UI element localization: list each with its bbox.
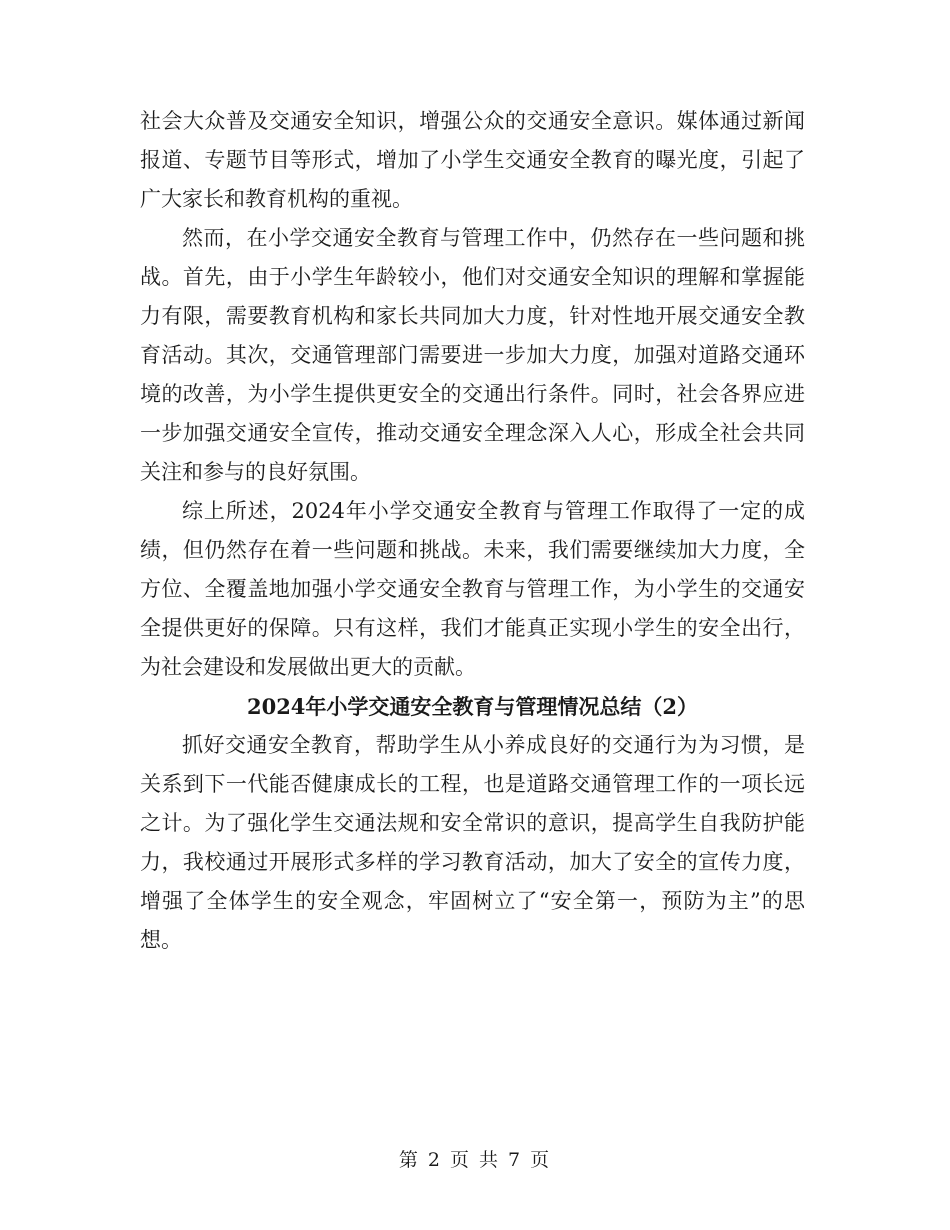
page-number-footer: 第 2 页 共 7 页 [398, 1149, 552, 1171]
document-body [140, 102, 805, 960]
section-heading: 2024年小学交通安全教育与管理情况总结（2） [246, 694, 699, 719]
paragraph-continuation: 社会大众普及交通安全知识，增强公众的交通安全意识。媒体通过新闻报道、专题节目等形式，增加了小学生交通安全教育的曝光度，引起了广大家长和教育机构的重视。 [140, 109, 805, 211]
paragraph-challenges: 然而，在小学交通安全教育与管理工作中，仍然存在一些问题和挑战。首先，由于小学生年龄较小，他们对交通安全知识的理解和掌握能力有限，需要教育机构和家长共同加大力度，针对性地开展交通安全教育活动。其次，交通管理部门需要进一步加大力度，加强对道路交通环境的改善，为小学生提供更安全的交通出行条件。同时，社会各界应进一步加强交通安全宣传，推动交通安全理念深入人心，形成全社会共同关注和参与的良好氛围。 [140, 226, 805, 484]
paragraph-section-intro: 抓好交通安全教育，帮助学生从小养成良好的交通行为为习惯，是关系到下一代能否健康成长的工程，也是道路交通管理工作的一项长远之计。为了强化学生交通法规和安全常识的意识，提高学生自我防护能力，我校通过开展形式多样的学习教育活动，加大了安全的宣传力度，增强了全体学生的安全观念，牢固树立了“安全第一，预防为主”的思想。 [140, 733, 805, 952]
paragraph-conclusion: 综上所述，2024年小学交通安全教育与管理工作取得了一定的成绩，但仍然存在着一些问题和挑战。未来，我们需要继续加大力度，全方位、全覆盖地加强小学交通安全教育与管理工作，为小学生的交通安全提供更好的保障。只有这样，我们才能真正实现小学生的安全出行，为社会建设和发展做出更大的贡献。 [140, 499, 805, 679]
